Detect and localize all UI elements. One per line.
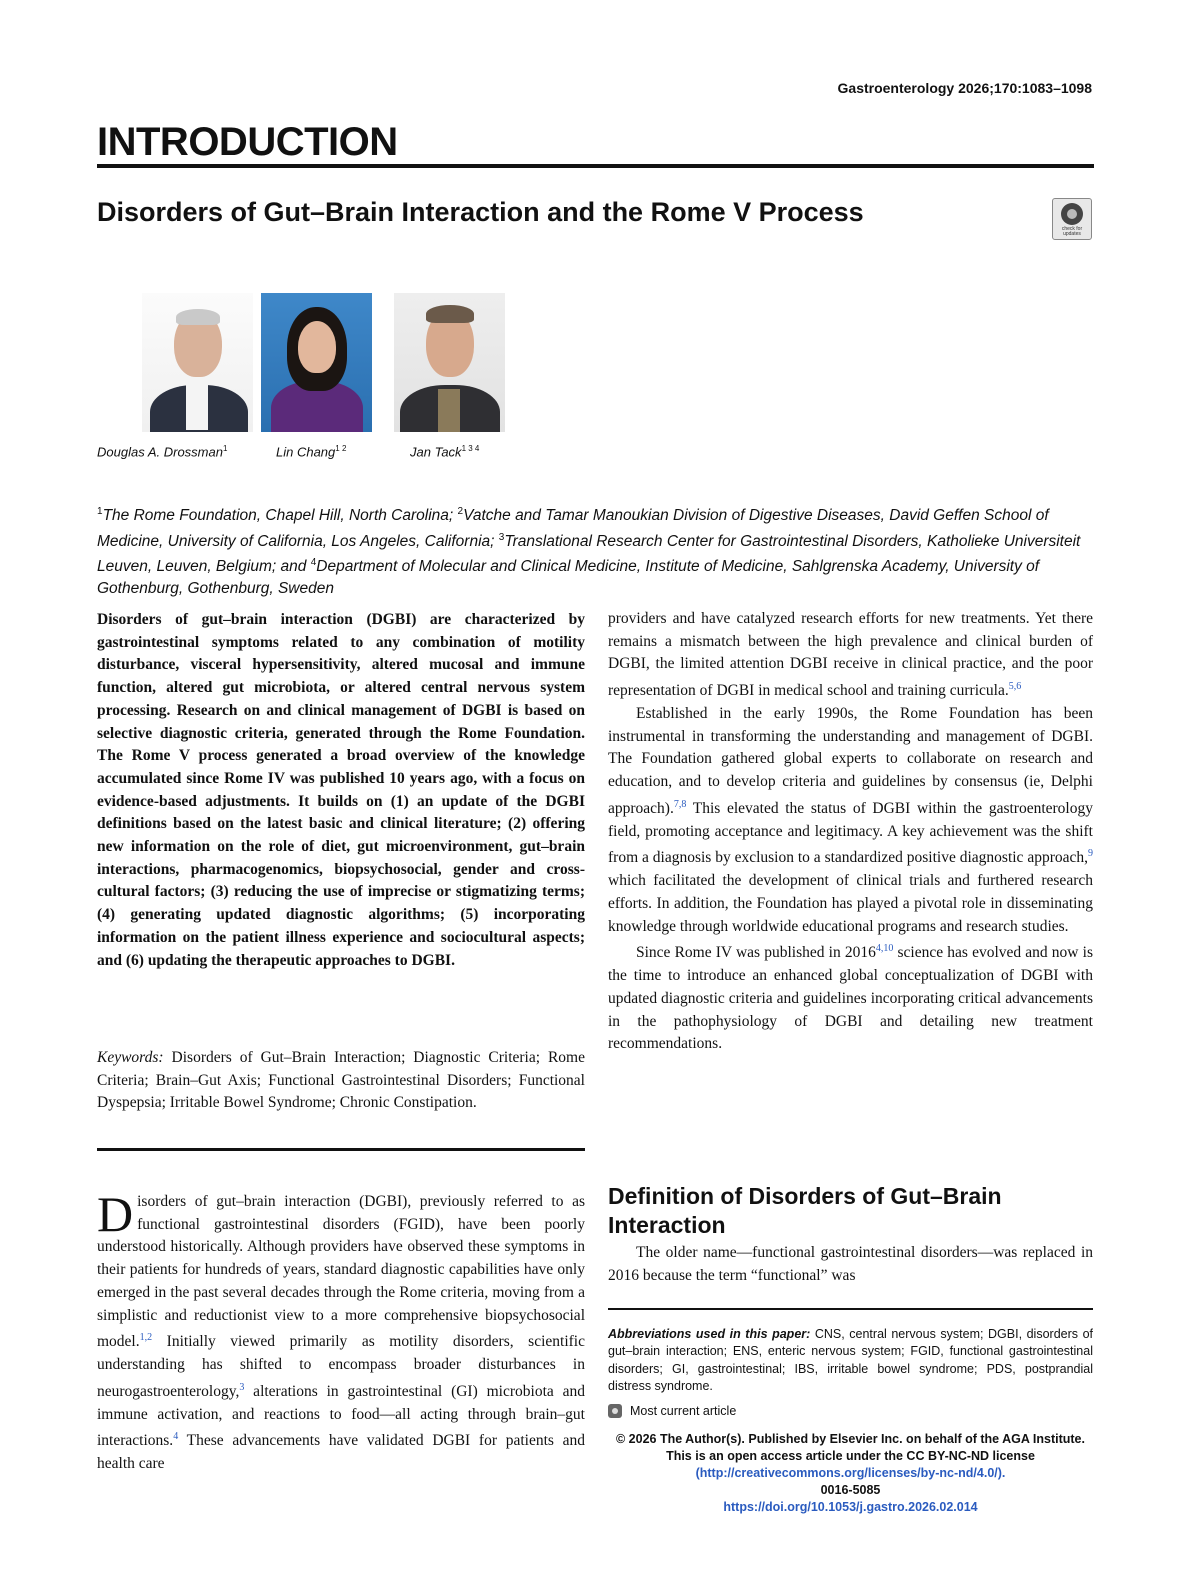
author-photo-tack [394, 293, 505, 432]
citation-link[interactable]: 5,6 [1008, 681, 1022, 693]
issn: 0016-5085 [820, 1483, 881, 1497]
article-title: Disorders of Gut–Brain Interaction and the Rome V Process [97, 197, 864, 227]
most-current-label: Most current article [630, 1404, 737, 1418]
abbreviations-footnote: Abbreviations used in this paper: CNS, central nervous system; DGBI, disorders of gut–brain interaction; ENS, enteric nervous system; FGID, functional gastrointestinal disorders; GI, gastrointestinal; IBS, irritable bowel syndrome; PDS, postprandial distress syndrome. [608, 1327, 1093, 1394]
heading-divider [97, 164, 1094, 168]
keywords [97, 1047, 585, 1115]
citation-link[interactable]: 4,10 [875, 943, 894, 955]
author-name-drossman: Douglas A. Drossman$^1$ [97, 444, 228, 460]
most-current-icon [608, 1404, 622, 1418]
body-right-column-continued [608, 1242, 1093, 1287]
citation-link[interactable]: 1,2 [139, 1332, 153, 1344]
citation-link[interactable]: 3 [239, 1381, 245, 1393]
citation-link[interactable]: 7,8 [673, 798, 687, 810]
abstract-divider [97, 1148, 585, 1151]
paragraph: The older name—functional gastrointestinal disorders—was replaced in 2016 because the term “functional” was [608, 1244, 1093, 1284]
copyright-block [608, 1431, 1093, 1516]
citation-link[interactable]: 9 [1088, 848, 1093, 860]
doi-link[interactable]: https://doi.org/10.1053/j.gastro.2026.02.014 [723, 1500, 978, 1514]
paragraph: providers and have catalyzed research efforts for new treatments. Yet there remains a mismatch between the high prevalence and clinical burden of DGBI, the limited attention DGBI receive in clinical practice, and the poor representation of DGBI in medical school and training curricula.$^{5,6}$ [608, 610, 1093, 700]
body-left-column: Disorders of gut–brain interaction (DGBI), previously referred to as functional gastrointestinal disorders (FGID), have been poorly understood historically. Although providers have observed these symptoms in their patients for hundreds of years, standard diagnostic capabilities have only emerged in the past several decades through the Rome criteria, moving from a simplistic and reductionist view to a more comprehensive biopsychosocial model.$^{1,2}$ Initially viewed primarily as motility disorders, scientific understanding has shifted to encompass broader disturbances in neurogastroenterology,$^3$ alterations in gastrointestinal (GI) microbiota and immune activation, and reactions to food—all acting through brain–gut interactions.$^4$ These advancements have validated DGBI for patients and health care [97, 1186, 585, 1473]
author-photo-chang [261, 293, 372, 432]
author-photo-drossman [142, 293, 253, 432]
abstract: Disorders of gut–brain interaction (DGBI) are characterized by gastrointestinal symptoms related to any combination of motility disturbance, visceral hypersensitivity, altered mucosal and immune function, altered gut microbiota, or altered central nervous system processing. Research on and clinical management of DGBI is based on selective diagnostic criteria, generated through the Rome Foundation. The Rome V process generated a broad overview of the knowledge accumulated since Rome IV was published 10 years ago, with a focus on evidence-based adjustments. It builds on (1) an update of the DGBI definitions based on the latest basic and clinical literature; (2) offering new information on the role of diet, gut microenvironment, gut–brain interactions, pharmacogenomics, biopsychosocial, gender and cross-cultural factors; (3) reducing the use of imprecise or stigmatizing terms; (4) generating updated diagnostic algorithms; (5) incorporating information on the patient illness experience and sociocultural aspects; and (6) updating the therapeutic approaches to DGBI. [97, 611, 585, 969]
drop-cap: D [97, 1186, 134, 1242]
affiliations: $^1$The Rome Foundation, Chapel Hill, North Carolina; $^2$Vatche and Tamar Manoukian Division of Digestive Diseases, David Geffen School of Medicine, University of California, Los Angeles, California; $^3$Translational Research Center for Gastrointestinal Disorders, Katholieke Universiteit Leuven, Leuven, Belgium; and $^4$Department of Molecular and Clinical Medicine, Institute of Medicine, Sahlgrenska Academy, University of Gothenburg, Gothenburg, Sweden [97, 506, 1081, 597]
paragraph: Since Rome IV was published in 2016$^{4,10}$ science has evolved and now is the time to introduce an enhanced global conceptualization of DGBI with updated diagnostic criteria and guidelines incorporating critical advancements in the pathophysiology of DGBI and detailing new treatment recommendations. [608, 943, 1093, 1053]
section-subheading: Definition of Disorders of Gut–Brain Interaction [608, 1183, 1002, 1238]
keywords-label: Keywords: [97, 1049, 164, 1066]
citation-link[interactable]: 4 [173, 1431, 179, 1443]
author-name-tack: Jan Tack$^{1 3 4}$ [410, 444, 480, 460]
most-current-article [608, 1404, 736, 1418]
license-link[interactable]: (http://creativecommons.org/licenses/by-nc-nd/4.0/). [695, 1466, 1006, 1480]
paragraph: Established in the early 1990s, the Rome Foundation has been instrumental in transforming the understanding and management of DGBI. The Foundation gathered global experts to collaborate on research and education, and to develop criteria and guidelines by consensus (ie, Delphi approach).$^{7,8}$ This elevated the status of DGBI within the gastroenterology field, promoting acceptance and legitimacy. A key achievement was the shift from a diagnosis by exclusion to a standardized positive diagnostic approach,$^9$ which facilitated the development of clinical trials and furthered research efforts. In addition, the Foundation has played a pivotal role in disseminating knowledge through worldwide educational programs and research studies. [608, 704, 1093, 935]
section-heading: INTRODUCTION [97, 120, 398, 164]
author-name-chang: Lin Chang$^{1 2}$ [276, 444, 347, 460]
footnote-divider [608, 1308, 1093, 1310]
keywords-list: Disorders of Gut–Brain Interaction; Diagnostic Criteria; Rome Criteria; Brain–Gut Axis; Functional Gastrointestinal Disorders; Functional Dyspepsia; Irritable Bowel Syndrome; Chronic Constipation. [97, 1049, 585, 1112]
copyright-text: © 2026 The Author(s). Published by Elsevier Inc. on behalf of the AGA Institute. This is an open access article under the CC BY-NC-ND license [615, 1432, 1085, 1463]
journal-citation: Gastroenterology 2026;170:1083–1098 [837, 80, 1092, 96]
abbreviations-label: Abbreviations used in this paper: [608, 1327, 811, 1341]
check-for-updates-icon[interactable] [1052, 198, 1092, 240]
crossmark-label: check for updates [1061, 226, 1083, 237]
body-right-column [608, 608, 1093, 1056]
